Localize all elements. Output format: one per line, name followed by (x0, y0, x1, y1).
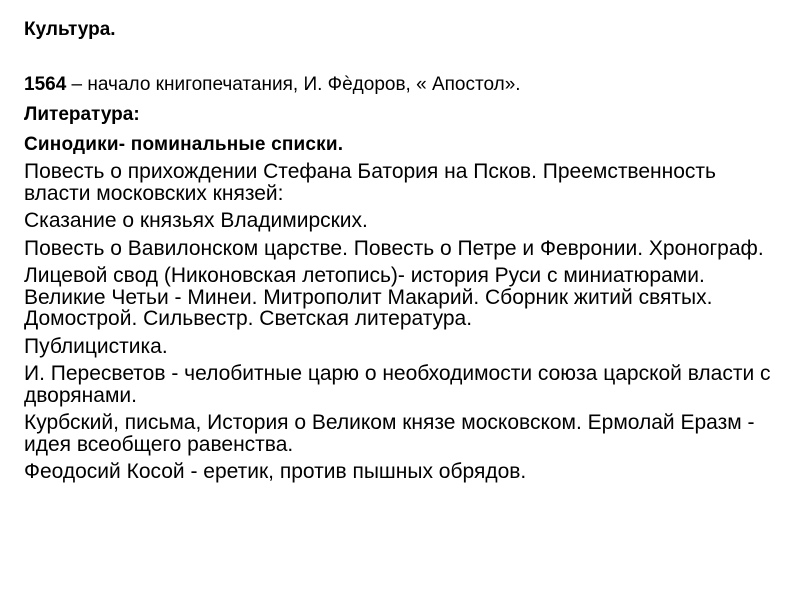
paragraph-publicism: Публицистика. (24, 334, 168, 358)
paragraph-peresvetov: И. Пересветов - челобитные царю о необходимости союза царской власти с дворянами. (24, 362, 771, 407)
paragraph-vladimir-princes: Сказание о князьях Владимирских. (24, 209, 368, 232)
literature-heading: Литература: (24, 104, 140, 125)
slide-content (24, 18, 776, 489)
paragraph-illustrated-chronicle: Лицевой свод (Никоновская летопись)- история Руси с миниатюрами. Великие Четьи - Минеи. Митрополит Макарий. Сборник житий святых. Домострой. Сильвестр. Светская литература. (24, 264, 713, 330)
paragraph-kurbsky: Курбский, письма, История о Великом князе московском. Ермолай Еразм - идея всеобщего равенства. (24, 411, 755, 456)
paragraph-babylon-tale: Повесть о Вавилонском царстве. Повесть о Петре и Февронии. Хронограф. (24, 236, 764, 260)
paragraph-feodosy: Феодосий Косой - еретик, против пышных обрядов. (24, 460, 527, 483)
printing-line (24, 73, 776, 97)
slide-heading: Культура. (24, 19, 116, 40)
synodics-line: Синодики- поминальные списки. (24, 134, 344, 155)
printing-text: – начало книгопечатания, И. Фѐдоров, « Апостол». (66, 74, 521, 95)
paragraph-stefan-batory: Повесть о прихождении Стефана Батория на Псков. Преемственность власти московских князей: (24, 160, 716, 205)
printing-year: 1564 (24, 74, 67, 95)
